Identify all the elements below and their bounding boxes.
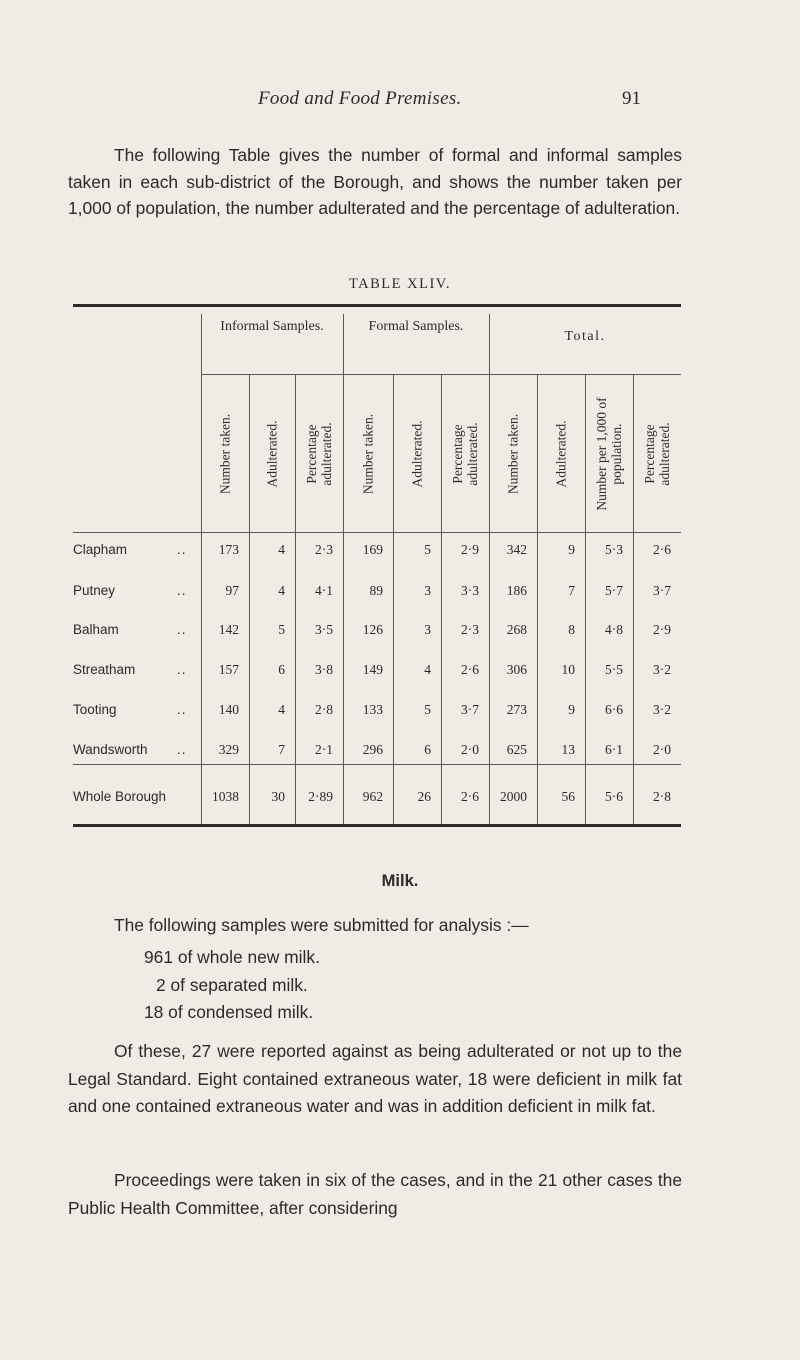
table-cell: 186 (506, 583, 527, 598)
table-cell: 2·0 (461, 742, 479, 757)
table-cell: 169 (362, 542, 383, 557)
column-header-label: Number taken. (505, 413, 521, 495)
table-cell: 2·3 (461, 622, 479, 637)
district-name: Wandsworth (73, 742, 148, 757)
milk-heading: Milk. (381, 872, 419, 890)
leader-dots: .. (177, 662, 187, 677)
table-cell: 142 (218, 622, 239, 637)
district-name: Balham (73, 622, 119, 637)
table-cell: 2·9 (461, 542, 479, 557)
table-cell: 9 (568, 702, 575, 717)
table-cell: 149 (362, 662, 383, 677)
column-header (537, 374, 585, 534)
table-cell: 3 (424, 622, 431, 637)
table-cell: 306 (506, 662, 527, 677)
group-header-total: Total. (564, 329, 606, 344)
table-cell: 6 (278, 662, 285, 677)
column-header (393, 374, 441, 534)
running-head (0, 88, 800, 118)
total-cell: 5·6 (605, 789, 623, 804)
total-row-rule (73, 764, 681, 765)
total-cell: 2·8 (653, 789, 671, 804)
sample-table (73, 304, 681, 828)
column-header (633, 374, 681, 534)
row-label (73, 662, 201, 677)
table-cell: 9 (568, 542, 575, 557)
table-cell: 4 (278, 542, 285, 557)
total-cell: 56 (561, 789, 575, 804)
table-cell: 97 (225, 583, 239, 598)
total-cell: 26 (417, 789, 431, 804)
district-name: Clapham (73, 542, 128, 557)
column-header-label: Number per 1,000 of population. (594, 397, 624, 511)
total-cell: 2000 (500, 789, 527, 804)
intro-paragraph: The following Table gives the number of formal and informal samples taken in each sub-district of the Borough, and shows the number taken per 1,000 of population, the number adulterated and the percentage of adulteration. (68, 145, 682, 218)
table-cell: 6 (424, 742, 431, 757)
table-cell: 2·3 (315, 542, 333, 557)
table-cell: 3·7 (653, 583, 671, 598)
district-name: Putney (73, 583, 116, 598)
table-cell: 3·2 (653, 702, 671, 717)
table-title: TABLE XLIV. (348, 276, 452, 292)
milk-item-whole: 961 of whole new milk. (144, 947, 320, 967)
table-cell: 3 (424, 583, 431, 598)
running-title: Food and Food Premises. (258, 88, 462, 109)
table-cell: 4 (278, 702, 285, 717)
total-cell: 2·6 (461, 789, 479, 804)
milk-paragraph-proceedings: Proceedings were taken in six of the cases, and in the 21 other cases the Public Health Committee, after considering (68, 1170, 682, 1218)
table-cell: 6·6 (605, 702, 623, 717)
column-header (441, 374, 489, 534)
leader-dots: .. (177, 622, 187, 637)
table-cell: 173 (218, 542, 239, 557)
leader-dots: .. (177, 583, 187, 598)
milk-paragraph-results: Of these, 27 were reported against as being adulterated or not up to the Legal Standard. Eight contained extraneous water, 18 were deficient in milk fat and one contained extraneous water and was in addition deficient in milk fat. (68, 1041, 682, 1116)
table-cell: 133 (362, 702, 383, 717)
column-header (201, 374, 249, 534)
group-header-informal: Informal Samples. (220, 319, 324, 334)
table-cell: 3·8 (315, 662, 333, 677)
table-cell: 13 (561, 742, 575, 757)
total-cell: 962 (362, 789, 383, 804)
table-cell: 625 (506, 742, 527, 757)
table-cell: 3·3 (461, 583, 479, 598)
table-cell: 2·8 (315, 702, 333, 717)
table-cell: 268 (506, 622, 527, 637)
column-header (343, 374, 393, 534)
table-cell: 2·9 (653, 622, 671, 637)
column-header-label: Adulterated. (409, 420, 425, 488)
district-name: Streatham (73, 662, 136, 677)
table-cell: 4·8 (605, 622, 623, 637)
column-header (585, 374, 633, 534)
table-cell: 126 (362, 622, 383, 637)
table-cell: 5·7 (605, 583, 623, 598)
table-cell: 342 (506, 542, 527, 557)
table-bottom-rule (73, 824, 681, 827)
table-cell: 5 (424, 702, 431, 717)
column-header (489, 374, 537, 534)
table-cell: 4 (424, 662, 431, 677)
column-header-label: Number taken. (360, 413, 376, 495)
column-header-label: Adulterated. (553, 420, 569, 488)
table-cell: 4 (278, 583, 285, 598)
column-header-label: Percentage adulterated. (642, 422, 672, 486)
column-header (295, 374, 343, 534)
total-cell: 1038 (212, 789, 239, 804)
table-cell: 2·1 (315, 742, 333, 757)
table-cell: 140 (218, 702, 239, 717)
table-cell: 296 (362, 742, 383, 757)
milk-intro: The following samples were submitted for analysis :— (114, 915, 529, 935)
leader-dots: .. (177, 742, 187, 757)
column-header-label: Percentage adulterated. (304, 422, 334, 486)
row-label (73, 622, 201, 637)
table-cell: 3·2 (653, 662, 671, 677)
table-cell: 10 (561, 662, 575, 677)
table-cell: 4·1 (315, 583, 333, 598)
table-cell: 8 (568, 622, 575, 637)
table-cell: 2·0 (653, 742, 671, 757)
row-label (73, 742, 201, 757)
milk-item-condensed: 18 of condensed milk. (144, 1002, 314, 1022)
table-cell: 329 (218, 742, 239, 757)
column-header-label: Adulterated. (264, 420, 280, 488)
table-top-rule (73, 304, 681, 307)
table-cell: 2·6 (461, 662, 479, 677)
group-header-formal: Formal Samples. (368, 319, 464, 334)
page-number: 91 (622, 88, 641, 109)
table-cell: 273 (506, 702, 527, 717)
table-cell: 3·7 (461, 702, 479, 717)
table-cell: 7 (568, 583, 575, 598)
leader-dots: .. (177, 702, 187, 717)
total-row-label: Whole Borough (73, 789, 167, 804)
row-label (73, 542, 201, 557)
column-header-label: Number taken. (217, 413, 233, 495)
row-label (73, 702, 201, 717)
total-cell: 30 (271, 789, 285, 804)
district-name: Tooting (73, 702, 117, 717)
table-cell: 7 (278, 742, 285, 757)
milk-item-separated: 2 of separated milk. (156, 975, 308, 995)
column-header-label: Percentage adulterated. (450, 422, 480, 486)
leader-dots: .. (177, 542, 187, 557)
table-cell: 5 (424, 542, 431, 557)
row-label (73, 583, 201, 598)
table-cell: 157 (218, 662, 239, 677)
table-cell: 5·5 (605, 662, 623, 677)
table-cell: 5·3 (605, 542, 623, 557)
column-header (249, 374, 295, 534)
total-cell: 2·89 (308, 789, 333, 804)
table-cell: 5 (278, 622, 285, 637)
table-cell: 3·5 (315, 622, 333, 637)
table-cell: 6·1 (605, 742, 623, 757)
table-cell: 2·6 (653, 542, 671, 557)
table-cell: 89 (369, 583, 383, 598)
